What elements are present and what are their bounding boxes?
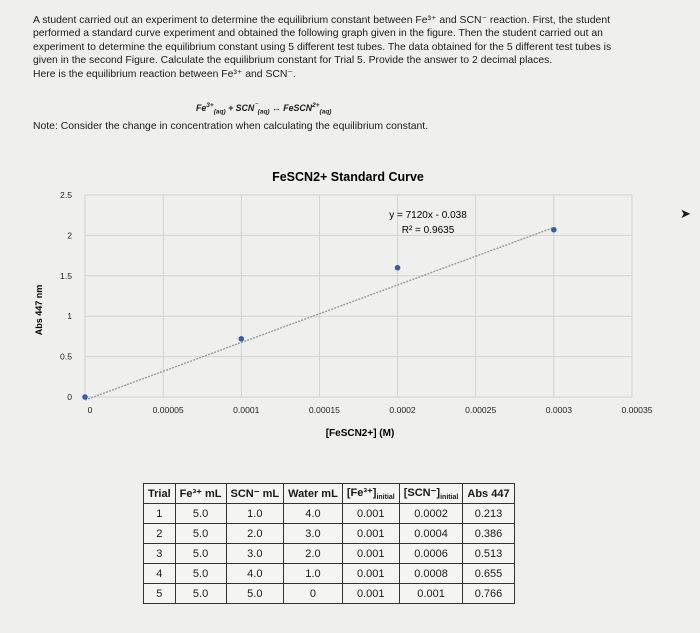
x-tick-label: 0.0003: [545, 405, 573, 415]
table-cell: 3.0: [226, 544, 284, 564]
table-cell: 0.001: [342, 504, 399, 524]
x-tick-label: 0: [87, 405, 93, 415]
table-row: [144, 564, 515, 584]
question-line: experiment to determine the equilibrium constant using 5 different test tubes. The data obtained for the 5 different test tubes is: [33, 41, 612, 53]
header-text: Fe³⁺ mL: [179, 488, 222, 500]
header-text: Trial: [148, 487, 171, 500]
y-tick-label: 2.5: [60, 190, 72, 200]
table-cell: 2.0: [284, 544, 343, 564]
reaction-state: (aq): [319, 108, 332, 116]
table-row: [144, 504, 515, 524]
table-cell: 2: [144, 524, 176, 544]
table-cell: 5.0: [226, 584, 284, 604]
reaction-product: ↔ FeSCN: [269, 102, 313, 113]
table-cell: 0.0004: [399, 524, 463, 544]
table-row: [144, 584, 515, 604]
note-text: Note: Consider the change in concentration when calculating the equilibrium constant.: [33, 121, 429, 132]
table-cell: 4.0: [284, 504, 343, 524]
x-tick-label: 0.0002: [389, 405, 416, 415]
table-header-cell: [144, 484, 176, 504]
chart-title: FeSCN2+ Standard Curve: [272, 170, 424, 184]
table-header-cell: [463, 484, 514, 504]
table-cell: 0: [284, 584, 343, 604]
x-tick-label: 0.00005: [152, 405, 184, 415]
data-point: [551, 227, 557, 233]
table-cell: 0.0006: [399, 544, 463, 564]
reaction-equation: [196, 101, 331, 116]
table-cell: 4: [144, 564, 176, 584]
table-cell: 0.766: [463, 584, 514, 604]
table-cell: 5.0: [175, 584, 226, 604]
question-line: Here is the equilibrium reaction between Fe³⁺ and SCN⁻.: [33, 68, 296, 80]
standard-curve-chart: [0, 160, 700, 450]
x-tick-label: 0.00015: [308, 405, 340, 415]
x-tick-label: 0.00025: [465, 405, 497, 415]
y-axis-ticks: [60, 190, 72, 402]
table-cell: 5: [144, 584, 176, 604]
x-tick-label: 0.0001: [233, 405, 260, 415]
header-text: [Fe³⁺]: [346, 486, 377, 499]
data-point: [238, 336, 244, 342]
reaction-product-charge: 2+: [312, 102, 320, 109]
reaction-fe: Fe: [196, 102, 207, 113]
reaction-scn-charge: ⁻: [254, 102, 258, 109]
table-row: [144, 544, 515, 564]
y-tick-label: 1: [67, 311, 72, 322]
y-tick-label: 1.5: [60, 270, 72, 281]
reaction-state: (aq): [213, 108, 226, 116]
table-cell: 0.001: [342, 544, 399, 564]
table-cell: 0.655: [463, 564, 514, 584]
reaction-fe-charge: 3+: [206, 102, 214, 109]
table-body: [144, 504, 515, 604]
table-cell: 0.0002: [399, 504, 463, 524]
table-header-cell: [342, 484, 399, 504]
table-cell: 5.0: [175, 504, 226, 524]
table-header-row: [144, 484, 515, 504]
data-point: [82, 394, 88, 400]
reaction-scn: + SCN: [225, 102, 255, 113]
table-header-cell: [226, 484, 284, 504]
table-cell: 0.001: [342, 524, 399, 544]
table-cell: 1.0: [226, 504, 284, 524]
table-cell: 5.0: [175, 524, 226, 544]
arrow-cursor-icon: ➤: [680, 206, 691, 221]
table-cell: 5.0: [175, 544, 226, 564]
table-cell: 4.0: [226, 564, 284, 584]
y-tick-label: 0.5: [60, 351, 72, 362]
table-cell: 0.0008: [399, 564, 463, 584]
data-point: [395, 265, 401, 271]
question-line: performed a standard curve experiment and obtained the following graph given in the figure. Then the student carried out an: [33, 28, 603, 40]
header-text: Abs 447: [467, 487, 510, 500]
table-cell: 1: [144, 504, 176, 524]
header-text: [SCN⁻]: [403, 486, 441, 499]
y-tick-label: 2: [67, 230, 72, 241]
table-cell: 3: [144, 544, 176, 564]
header-text: SCN⁻ mL: [230, 488, 280, 500]
table-cell: 5.0: [175, 564, 226, 584]
trend-equation: y = 7120x - 0.038: [389, 210, 467, 221]
table-header-cell: [175, 484, 226, 504]
table-cell: 0.386: [463, 524, 514, 544]
reaction-state: (aq): [257, 108, 270, 116]
x-axis-ticks: [88, 405, 653, 415]
data-table: [143, 483, 515, 604]
question-line: A student carried out an experiment to determine the equilibrium constant between Fe³⁺ and SCN⁻ reaction. First, the student: [33, 15, 610, 26]
x-tick-label: 0.00035: [621, 405, 653, 415]
x-axis-label: [FeSCN2+] (M): [325, 428, 395, 439]
table-header-cell: [399, 484, 463, 504]
y-tick-label: 0: [67, 392, 72, 402]
question-line: given in the second Figure. Calculate the equilibrium constant for Trial 5. Provide the answer to 2 decimal places.: [33, 55, 553, 67]
table-row: [144, 524, 515, 544]
table-cell: 0.513: [463, 544, 514, 564]
table-cell: 1.0: [284, 564, 343, 584]
table-cell: 3.0: [284, 524, 343, 544]
chart-grid: [85, 195, 632, 397]
header-text: Water mL: [288, 487, 338, 500]
table-cell: 0.001: [342, 564, 399, 584]
header-subscript: initial: [440, 494, 459, 502]
header-subscript: initial: [376, 494, 395, 502]
table-cell: 0.001: [399, 584, 463, 604]
table-cell: 0.213: [463, 504, 514, 524]
r-squared: R² = 0.9635: [401, 225, 455, 236]
y-axis-label: Abs 447 nm: [34, 284, 44, 336]
table-cell: 0.001: [342, 584, 399, 604]
question-text: [33, 14, 673, 81]
table-cell: 2.0: [226, 524, 284, 544]
table-header-cell: [284, 484, 343, 504]
